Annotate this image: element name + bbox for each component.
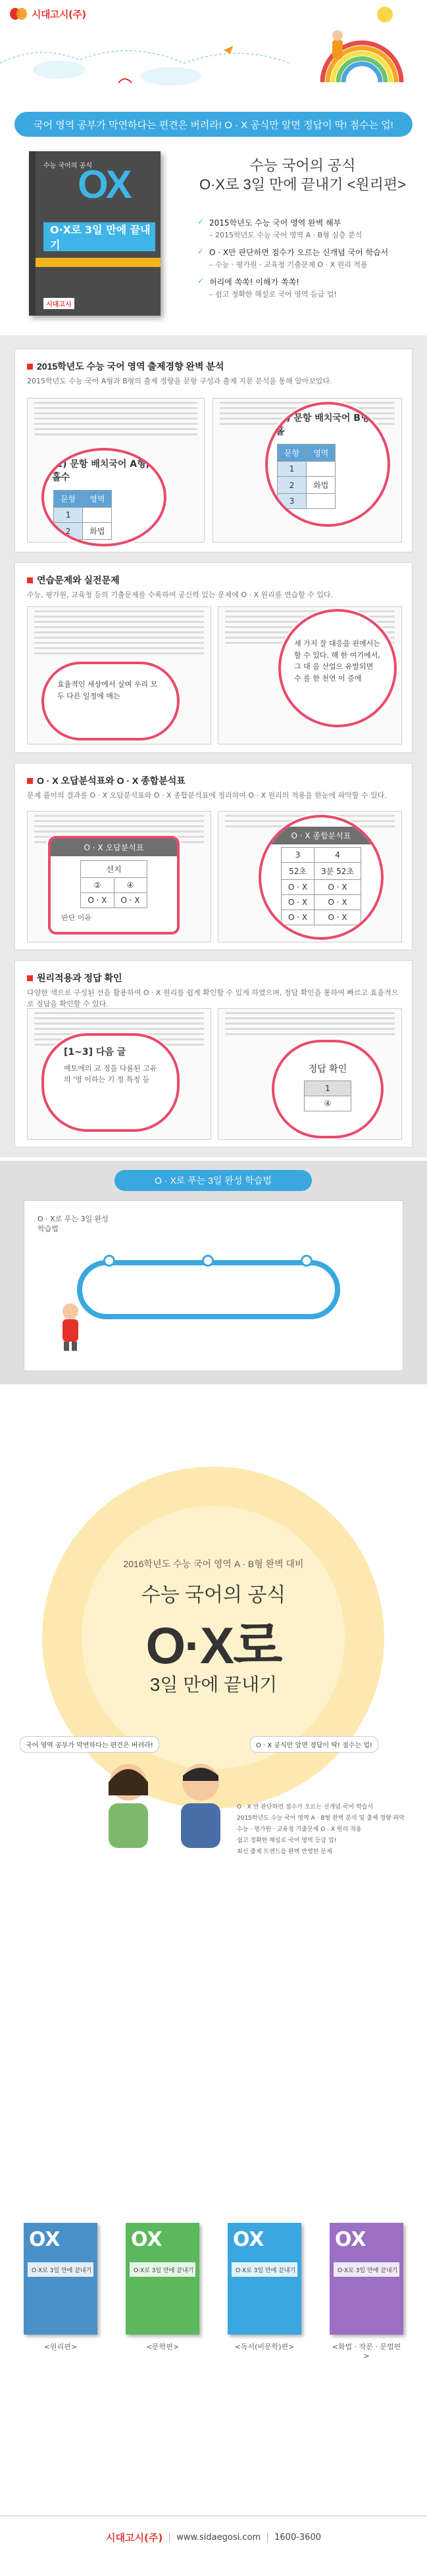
header — [0, 0, 427, 105]
section-title: 원리적용과 정답 확인 — [37, 973, 122, 983]
check-icon: ✓ — [197, 247, 205, 256]
track-checkpoint-icon — [103, 1255, 115, 1267]
book-cover-label: 수능 국어의 공식 — [43, 162, 92, 170]
check-icon: ✓ — [197, 217, 205, 226]
banner-text: 국어 영역 공부가 막연하다는 편견은 버려라! O · X 공식만 알면 정답이 딱! 점수는 업! — [34, 119, 393, 131]
brand-logo[interactable] — [9, 7, 86, 21]
footer-logo[interactable]: 시대고시(주) — [106, 2532, 163, 2544]
square-bullet-icon — [27, 364, 33, 370]
promo-note: O · X 만 판단하면 점수가 오르는 신개념 국어 학습서 — [237, 1804, 374, 1810]
plan-head-line2: 학습법 — [38, 1225, 59, 1234]
summary-table — [281, 847, 361, 925]
square-bullet-icon — [27, 778, 33, 784]
speech-bubble-right: O · X 공식만 알면 정답이 딱! 점수는 업! — [250, 1736, 378, 1753]
magnifier-right — [259, 815, 384, 940]
magnifier-right — [272, 1040, 384, 1138]
section-description: 문제 풀이의 결과를 O · X 오답분석표와 O · X 종합분석표에 정리하여 O · X 원리의 적용을 한눈에 파악할 수 있다. — [27, 791, 387, 800]
plan-book-spread — [24, 1200, 403, 1371]
hero-point — [197, 217, 408, 240]
book-cover-logo: 시대고시 — [43, 298, 74, 309]
page-lines — [28, 610, 211, 654]
series-book[interactable] — [126, 2223, 199, 2351]
magnifier-text: 세 가지 잘 대응을 핀에서는 할 수 있다. 해 한 여기에서, 그 대 을 산업으 유발되면 수 를 한 천연 이 증에 — [294, 639, 380, 683]
plan-head-line1: O · X로 푸는 3일 완성 — [38, 1215, 109, 1223]
hero-point — [197, 276, 408, 299]
series-book[interactable] — [330, 2223, 403, 2360]
section-title: 연습문제와 실전문제 — [37, 575, 120, 585]
track-checkpoint-icon — [202, 1255, 214, 1267]
table-cell: O · X — [114, 893, 147, 908]
table-cell — [83, 508, 112, 523]
series-book-subtitle: O·X로 3일 만에 끝내기 — [130, 2262, 195, 2277]
hero-point-sub: – 쉽고 정확한 해설로 국어 영역 등급 업! — [209, 290, 337, 299]
table-cell: 3분 52초 — [314, 863, 361, 880]
magnifier-left — [41, 1033, 180, 1132]
promo-title-line2: 3일 만에 끝내기 — [149, 1674, 278, 1695]
speech-bubble-left: 국어 영역 공부가 막연하다는 편견은 버려라! — [20, 1736, 159, 1753]
table-cell: 1 — [54, 508, 83, 523]
table-header: 4 — [314, 848, 361, 863]
table-cell: 화법 — [83, 523, 112, 540]
series-book-label: <문학편> — [145, 2343, 180, 2351]
promo-top-line: 2016학년도 수능 국어 영역 A · B형 완벽 대비 — [123, 1559, 304, 1569]
table-cell — [307, 462, 336, 477]
table-header: 3 — [281, 848, 314, 863]
book-cover-ox: OX — [78, 162, 130, 207]
hero-title-line1: 수능 국어의 공식 — [249, 157, 356, 174]
series-book-label: <독서(비문학)편> — [234, 2343, 295, 2351]
series-book-label: <원리편> — [43, 2343, 78, 2351]
logo-icon — [9, 7, 28, 21]
promo-note: 2015학년도 수능 국어 영역 A · B형 완벽 분석 및 출제 경향 파악 — [237, 1815, 405, 1822]
footer-divider — [0, 2515, 427, 2516]
hero-point-main: 허리에 쏙쏙! 이해가 쏙쏙! — [209, 278, 299, 287]
answer-table — [304, 1081, 352, 1111]
square-bullet-icon — [27, 975, 33, 981]
footer-separator — [267, 2533, 268, 2542]
features-panel — [0, 335, 427, 1157]
table-cell: O · X — [281, 895, 314, 910]
promo-note: 수능 · 평가원 · 교육청 기출문제 O · X 원리 적용 — [237, 1826, 362, 1833]
hero-point-main: O · X만 판단하면 점수가 오르는 신개념 국어 학습서 — [209, 248, 389, 257]
study-plan — [0, 1161, 427, 1384]
magnifier-right — [265, 402, 390, 527]
table-cell: 화법 — [307, 477, 336, 494]
hero-point — [197, 247, 408, 270]
logo-text: 시대고시(주) — [32, 8, 86, 20]
series-book[interactable] — [24, 2223, 97, 2351]
series-book-ox: OX — [131, 2228, 163, 2251]
promo — [0, 1388, 427, 2576]
table-cell: O · X — [314, 880, 361, 895]
table-title: O · X 오답분석표 — [51, 838, 177, 856]
square-bullet-icon — [27, 577, 33, 583]
table-cell: ④ — [114, 878, 147, 893]
section-header — [27, 774, 186, 787]
section-answer-check — [14, 960, 413, 1148]
table-title: O · X 종합분석표 — [261, 827, 381, 844]
series-book-label: <화법 · 작문 · 문법편> — [332, 2343, 401, 2360]
section-header — [27, 971, 122, 984]
table-cell: O · X — [81, 893, 114, 908]
page-lines — [218, 1012, 401, 1035]
hero-point-sub: – 2015학년도 수능 국어 영역 A · B형 심층 분석 — [209, 231, 363, 239]
magnifier-left — [41, 662, 180, 741]
hero-title-line2: O·X로 3일 만에 끝내기 <원리편> — [199, 176, 406, 193]
table-cell: O · X — [281, 910, 314, 925]
hero-point-main: 2015학년도 수능 국어 영역 완벽 해부 — [209, 218, 341, 228]
teacher-male-illustration — [164, 1756, 237, 1848]
teacher-female-illustration — [92, 1756, 164, 1848]
table-cell: 3 — [278, 494, 307, 509]
section-title: 2015학년도 수능 국어 영역 출제경향 완벽 분석 — [37, 361, 224, 372]
magnifier-title: (1) 문항 배치국어 A형, 홀수 — [52, 459, 149, 483]
plan-title: O · X로 푸는 3일 완성 학습법 — [114, 1170, 312, 1191]
promo-title-line1: 수능 국어의 공식 — [141, 1584, 286, 1606]
table-cell: O · X — [281, 880, 314, 895]
magnifier-left — [41, 448, 166, 547]
answer-title: 정답 확인 — [308, 1064, 347, 1075]
table-cell: 52초 — [281, 863, 314, 880]
section-practice — [14, 562, 413, 753]
magnifier-table — [277, 444, 336, 509]
promo-note: 최신 출제 트렌드를 완벽 반영한 문제 — [237, 1849, 332, 1855]
book-cover-strip — [36, 258, 161, 267]
table-cell: 1 — [278, 462, 307, 477]
table-cell: ② — [81, 878, 114, 893]
section-analysis — [14, 349, 413, 552]
series-book-subtitle: O·X로 3일 만에 끝내기 — [334, 2262, 399, 2277]
section-description: 수능, 평가원, 교육청 등의 기출문제를 수록하여 공신력 있는 문제에 O · X 원리를 연습할 수 있다. — [27, 591, 334, 599]
hero-points — [197, 217, 408, 306]
book-cover — [29, 151, 161, 316]
promo-notes — [237, 1802, 405, 1858]
hero-title — [194, 157, 411, 194]
rainbow-illustration — [319, 0, 405, 85]
footer-separator — [169, 2533, 170, 2542]
series-book[interactable] — [228, 2223, 301, 2351]
promo-note: 쉽고 정확한 해설로 국어 영역 등급 업! — [237, 1837, 337, 1844]
footer — [0, 2531, 427, 2544]
magnifier-text: [1~3] 다음 글 — [64, 1047, 126, 1057]
series-book-subtitle: O·X로 3일 만에 끝내기 — [28, 2262, 93, 2277]
series-book-ox: OX — [233, 2228, 264, 2251]
check-icon: ✓ — [197, 276, 205, 285]
hero-point-sub: – 수능 · 평가원 · 교육청 기출문제 O · X 원리 적용 — [209, 260, 368, 269]
table-cell: 2 — [278, 477, 307, 494]
track-checkpoint-icon — [301, 1255, 313, 1267]
table-header: 영역 — [307, 445, 336, 462]
page-lines — [28, 402, 204, 435]
section-description: 다양한 색으로 구성된 선을 활용하여 O · X 원리를 쉽게 확인할 수 있게 하였으며, 정답 확인을 통하여 빠르고 효율적으로 정답을 확인할 수 있다. — [27, 988, 399, 1009]
table-header: 1 — [304, 1081, 351, 1096]
section-header — [27, 573, 120, 587]
table-cell — [307, 494, 336, 509]
study-track — [77, 1260, 340, 1319]
table-header: 문항 — [278, 445, 307, 462]
table-header: 선지 — [81, 861, 147, 878]
table-cell: O · X — [314, 910, 361, 925]
table-header: 문항 — [54, 491, 83, 508]
book-cover-subtitle: O·X로 3일 만에 끝내기 — [43, 222, 155, 251]
series-book-ox: OX — [29, 2228, 61, 2251]
oddanswer-table — [80, 860, 147, 908]
hero — [0, 138, 427, 322]
section-title: O · X 오답분석표와 O · X 종합분석표 — [37, 775, 186, 786]
series-book-subtitle: O·X로 3일 만에 끝내기 — [232, 2262, 297, 2277]
plan-head — [38, 1214, 109, 1234]
footer-url[interactable]: www.sidaegosi.com — [176, 2533, 261, 2542]
section-description: 2015학년도 수능 국어 A형과 B형의 출제 경향을 문항 구성과 출제 지문 분석을 통해 알아보았다. — [27, 377, 332, 385]
magnifier-right — [278, 609, 397, 727]
section-header — [27, 360, 224, 373]
table-cell: O · X — [314, 895, 361, 910]
magnifier-table — [53, 490, 112, 540]
magnifier-sub: 예토에의 교 정을 다룸된 고유의 '영 이하는 기 정 특정 등 — [64, 1064, 157, 1084]
series-book-ox: OX — [335, 2228, 366, 2251]
table-header: 영역 — [83, 491, 112, 508]
book-series — [24, 2223, 403, 2361]
student-illustration — [51, 1300, 90, 1352]
magnifier-left — [48, 836, 180, 935]
section-analysis-tables — [14, 763, 413, 950]
table-cell: 2 — [54, 523, 83, 540]
magnifier-title: (3) 문항 배치국어 B형, 홀 — [276, 413, 373, 437]
footer-phone: 1600-3600 — [274, 2533, 321, 2542]
magnifier-text: 효율적인 세상에서 살며 우리 모두 다른 일정에 매는 — [57, 680, 158, 700]
table-cell: ④ — [304, 1096, 351, 1111]
table-note: 판단 이유 — [61, 913, 92, 922]
promo-ox: O·X로 — [145, 1616, 282, 1674]
banner — [14, 112, 413, 137]
